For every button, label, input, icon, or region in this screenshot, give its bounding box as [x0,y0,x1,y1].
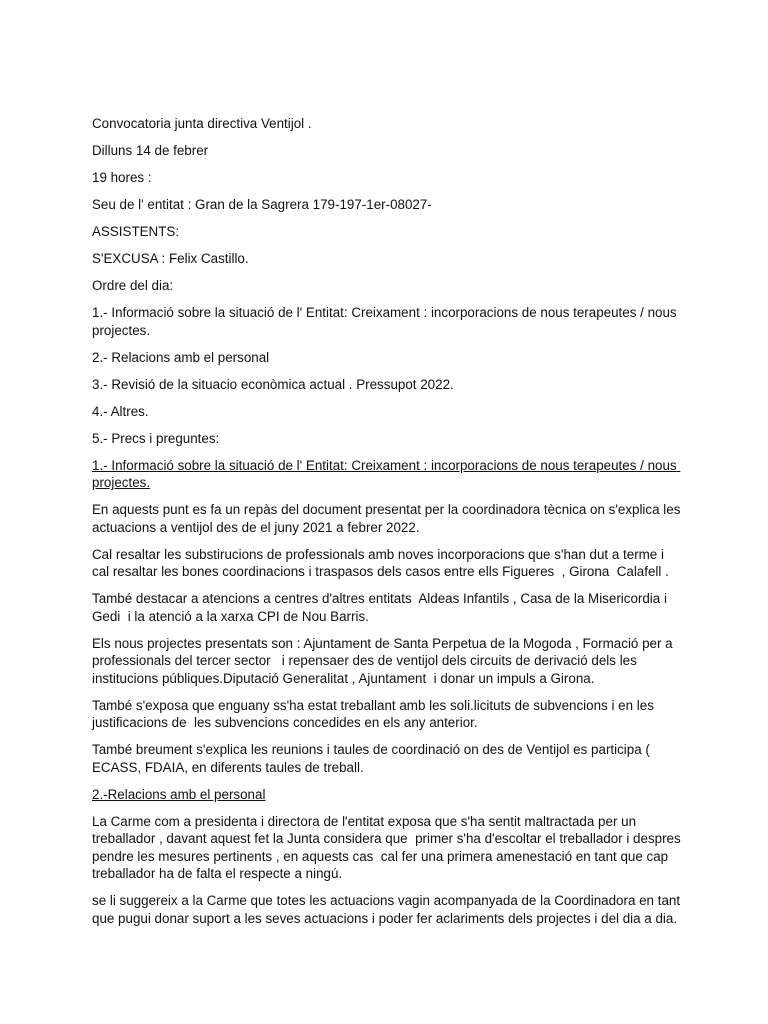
meeting-date: Dilluns 14 de febrer [92,143,209,158]
agenda-item: 5.- Precs i preguntes: [92,430,220,446]
body-paragraph: En aquests punt es fa un repàs del document presentat per la coordinadora tècnica on s'explica les actuacions a ventijol des de el juny 2021 a febrer 2022. [92,502,685,535]
body-paragraph: Els nous projectes presentats son : Ajuntament de Santa Perpetua de la Mogoda , Formació per a professionals del tercer sector i repensaer des de ventijol dels circuits de derivació dels les institucions públiques.Diputació Generalitat , Ajuntament i donar un impuls a Girona. [92,635,677,686]
agenda-heading: Ordre del dia: [92,278,174,293]
attendees-heading: ASSISTENTS: [92,224,180,239]
body-paragraph: També s'exposa que enguany ss'ha estat treballant amb les soli.licituts de subvencions i en les justificacions de les subvencions concedides en els any anterior. [92,697,658,730]
body-paragraph: La Carme com a presidenta i directora de l'entitat exposa que s'ha sentit maltractada per un treballador , davant aquest fet la Junta considera que primer s'ha d'escoltar el treballador i despres pendre les mesures pertinents , en aquests cas cal fer una primera amenestació en tant que cap treballador ha de falta el respecte a ningú. [92,813,685,881]
excused-line: S'EXCUSA : Felix Castillo. [92,251,249,266]
body-paragraph: També breument s'explica les reunions i taules de coordinació on des de Ventijol es participa ( ECASS, FDAIA, en diferents taules de treball. [92,742,654,775]
agenda-item: 4.- Altres. [92,403,149,419]
body-paragraph: se li suggereix a la Carme que totes les actuacions vagin acompanyada de la Coordinadora en tant que pugui donar suport a les seves actuacions i poder fer aclariments dels projectes i del dia a dia. [92,893,684,926]
agenda-item: 2.- Relacions amb el personal [92,349,270,365]
document-page [92,115,685,937]
section-heading: 2.-Relacions amb el personal [92,786,266,802]
section-heading: 1.- Informació sobre la situació de l' Entitat: Creixament : incorporacions de nous terapeutes / nous projectes. [92,457,681,490]
meeting-location: Seu de l' entitat : Gran de la Sagrera 179-197-1er-08027- [92,197,432,212]
meeting-time: 19 hores : [92,170,152,185]
agenda-item: 3.- Revisió de la situacio econòmica actual . Pressupot 2022. [92,376,454,392]
body-paragraph: També destacar a atencions a centres d'altres entitats Aldeas Infantils , Casa de la Misericordia i Gedi i la atenció a la xarxa CPI de Nou Barris. [92,591,671,624]
agenda-item: 1.- Informació sobre la situació de l' Entitat: Creixament : incorporacions de nous terapeutes / nous projectes. [92,305,681,338]
body-paragraph: Cal resaltar les substirucions de professionals amb noves incorporacions que s'han dut a terme i cal resaltar les bones coordinacions i traspasos dels casos entre ells Figueres , Girona Calafell . [92,546,669,579]
document-title: Convocatoria junta directiva Ventijol . [92,116,312,131]
